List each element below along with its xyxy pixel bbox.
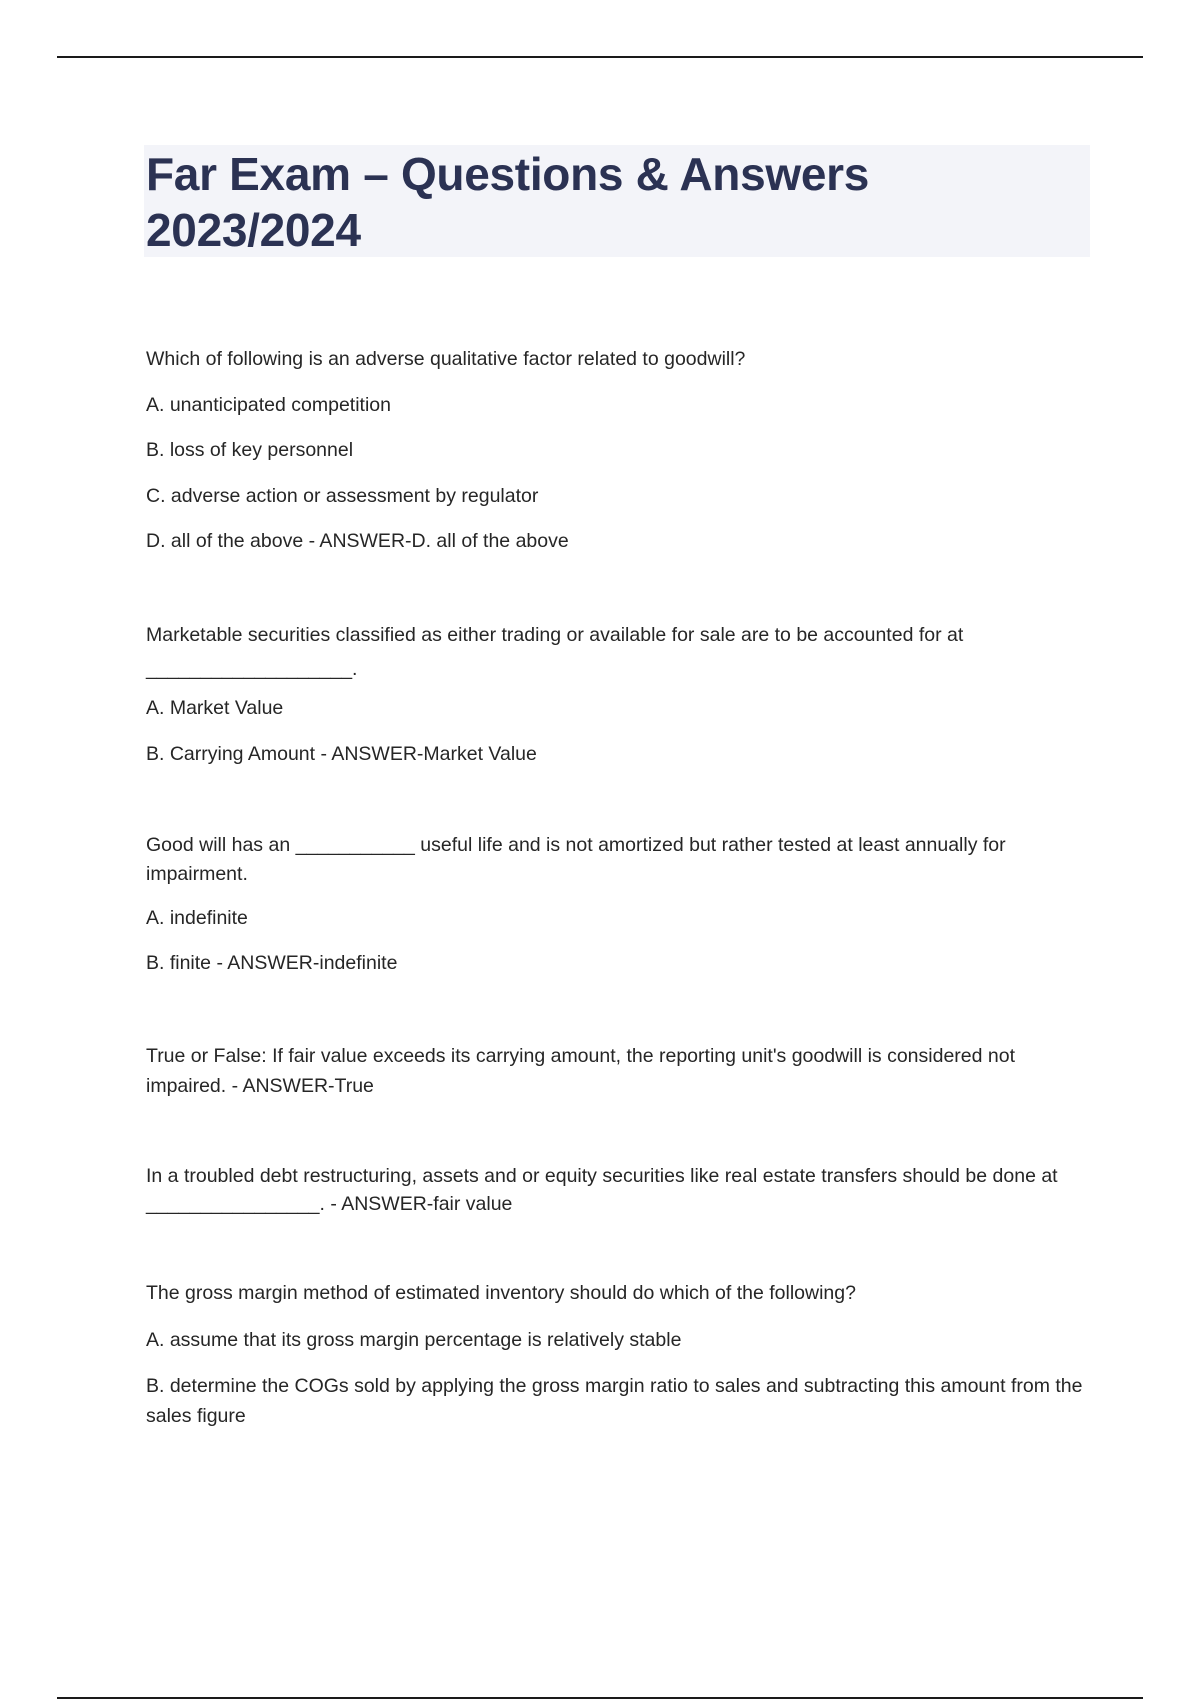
question-6-option-a: A. assume that its gross margin percentage is relatively stable [146, 1329, 682, 1351]
bottom-rule [57, 1697, 1143, 1699]
question-1-option-d-answer: D. all of the above - ANSWER-D. all of the above [146, 530, 569, 552]
question-4-text-answer: True or False: If fair value exceeds its carrying amount, the reporting unit's goodwill is considered not impaired. - ANSWER-True [146, 1045, 1016, 1097]
question-3-option-b-answer: B. finite - ANSWER-indefinite [146, 952, 398, 974]
question-3-option-a: A. indefinite [146, 907, 248, 929]
question-1-text: Which of following is an adverse qualitative factor related to goodwill? [146, 348, 746, 370]
question-3-text: Good will has an ___________ useful life and is not amortized but rather tested at least annually for impairment. [146, 834, 1006, 885]
question-1-option-c: C. adverse action or assessment by regulator [146, 485, 539, 507]
question-6-text: The gross margin method of estimated inventory should do which of the following? [146, 1282, 856, 1304]
page-title: Far Exam – Questions & Answers 2023/2024 [146, 148, 870, 256]
question-2-text: Marketable securities classified as either trading or available for sale are to be accounted for at ___________________. [146, 624, 964, 680]
question-1-option-b: B. loss of key personnel [146, 439, 354, 461]
question-6-option-b: B. determine the COGs sold by applying the gross margin ratio to sales and subtracting this amount from the sales figure [146, 1375, 1083, 1427]
question-2-option-a: A. Market Value [146, 697, 284, 719]
question-2-option-b-answer: B. Carrying Amount - ANSWER-Market Value [146, 743, 537, 765]
question-1-option-a: A. unanticipated competition [146, 394, 391, 416]
top-rule [57, 56, 1143, 58]
question-5-text-answer: In a troubled debt restructuring, assets and or equity securities like real estate transfers should be done at ________________. - ANSWER-fair value [146, 1165, 1058, 1215]
